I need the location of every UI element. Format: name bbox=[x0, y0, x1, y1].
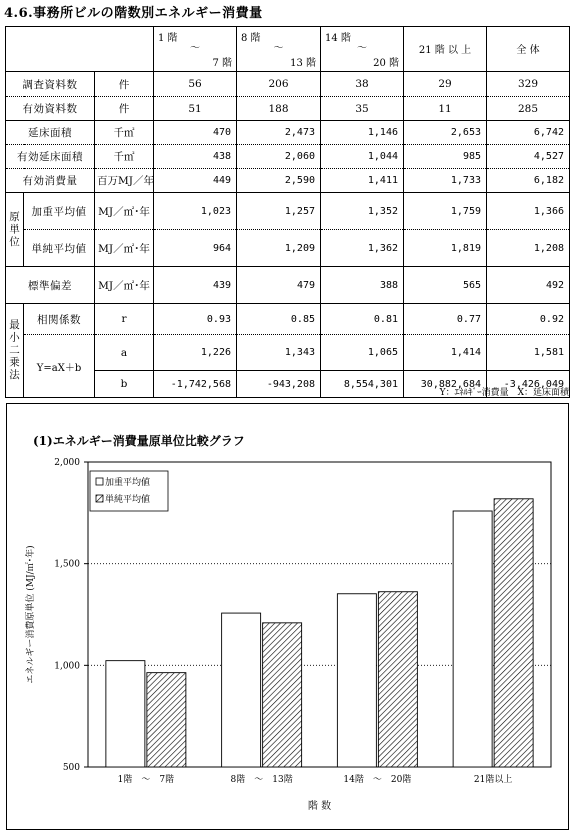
table-cell: 439 bbox=[154, 267, 237, 304]
legend-swatch bbox=[96, 495, 103, 502]
table-cell: 964 bbox=[154, 230, 237, 267]
table-cell: 1,257 bbox=[237, 193, 321, 230]
chart-title: (1)エネルギー消費量原単位比較グラフ bbox=[33, 434, 245, 448]
table-cell: 1,343 bbox=[237, 335, 321, 371]
legend-box bbox=[90, 471, 168, 511]
row-unit: a bbox=[95, 335, 154, 371]
bar bbox=[453, 511, 492, 767]
table-cell: 565 bbox=[404, 267, 487, 304]
table-cell: 285 bbox=[487, 97, 570, 121]
table-cell: 188 bbox=[237, 97, 321, 121]
row-unit: 件 bbox=[95, 97, 154, 121]
bar bbox=[263, 623, 302, 767]
table-cell: 985 bbox=[404, 145, 487, 169]
bar-chart bbox=[7, 404, 568, 829]
bar bbox=[337, 594, 376, 767]
table-cell: 2,060 bbox=[237, 145, 321, 169]
table-cell: 11 bbox=[404, 97, 487, 121]
table-cell: -943,208 bbox=[237, 371, 321, 398]
table-cell: 30,882,684 bbox=[404, 371, 487, 398]
table-cell: 1,023 bbox=[154, 193, 237, 230]
table-cell: 1,414 bbox=[404, 335, 487, 371]
col-header bbox=[237, 27, 321, 72]
row-unit: r bbox=[95, 304, 154, 335]
row-unit: MJ／㎡･年 bbox=[95, 267, 154, 304]
table-cell: 2,473 bbox=[237, 121, 321, 145]
legend-label: 単純平均値 bbox=[105, 495, 151, 505]
table-row bbox=[6, 304, 570, 335]
table-cell: 29 bbox=[404, 72, 487, 97]
table-cell: 1,208 bbox=[487, 230, 570, 267]
bar bbox=[494, 499, 533, 767]
table-cell: 1,733 bbox=[404, 169, 487, 193]
col-header bbox=[487, 27, 570, 72]
col-header-bottom: 7 階 bbox=[212, 58, 232, 69]
y-axis-title: エネルギー消費原単位 (MJ/㎡･年) bbox=[26, 545, 36, 684]
table-cell: 0.93 bbox=[154, 304, 237, 335]
col-header-mid: 全 体 bbox=[516, 45, 540, 56]
table-row bbox=[6, 335, 570, 371]
group-label-least-squares: 最小二乗法 bbox=[6, 304, 24, 398]
bar bbox=[378, 592, 417, 767]
table-cell: 38 bbox=[321, 72, 404, 97]
y-tick-label: 500 bbox=[62, 763, 80, 773]
table-cell: 1,226 bbox=[154, 335, 237, 371]
row-label: 相関係数 bbox=[24, 304, 95, 335]
col-header-mid: ～ bbox=[357, 43, 367, 54]
table-cell: 56 bbox=[154, 72, 237, 97]
col-header-top: 14 階 bbox=[325, 33, 351, 44]
energy-table bbox=[5, 26, 570, 398]
table-cell: 1,366 bbox=[487, 193, 570, 230]
table-cell: 1,209 bbox=[237, 230, 321, 267]
table-cell: 0.81 bbox=[321, 304, 404, 335]
y-tick-label: 1,500 bbox=[54, 559, 80, 570]
table-row bbox=[6, 267, 570, 304]
row-unit: MJ／㎡･年 bbox=[95, 193, 154, 230]
bar bbox=[106, 661, 145, 767]
row-unit: b bbox=[95, 371, 154, 398]
table-row bbox=[6, 97, 570, 121]
table-cell: 1,411 bbox=[321, 169, 404, 193]
table-cell: 35 bbox=[321, 97, 404, 121]
row-label: 加重平均値 bbox=[24, 193, 95, 230]
x-tick-label: 21階以上 bbox=[473, 775, 513, 785]
y-tick-label: 2,000 bbox=[54, 458, 80, 468]
table-cell: 0.85 bbox=[237, 304, 321, 335]
row-label: 有効資料数 bbox=[6, 97, 95, 121]
row-unit: 千㎡ bbox=[95, 145, 154, 169]
col-header-top: 8 階 bbox=[241, 33, 261, 44]
x-axis-title: 階 数 bbox=[307, 801, 332, 812]
table-cell: 1,759 bbox=[404, 193, 487, 230]
col-header bbox=[154, 27, 237, 72]
row-unit: 百万MJ／年 bbox=[95, 169, 154, 193]
table-cell: 470 bbox=[154, 121, 237, 145]
col-header bbox=[404, 27, 487, 72]
table-cell: 329 bbox=[487, 72, 570, 97]
page-title: 4.6.事務所ビルの階数別エネルギー消費量 bbox=[4, 6, 263, 21]
table-cell: 449 bbox=[154, 169, 237, 193]
y-tick-label: 1,000 bbox=[54, 661, 80, 672]
col-header-mid: 21 階 以 上 bbox=[418, 45, 472, 56]
table-footnote: Y：ｴﾈﾙｷﾞｰ消費量 X：延床面積 bbox=[439, 388, 569, 398]
table-cell: 2,590 bbox=[237, 169, 321, 193]
table-cell: 0.77 bbox=[404, 304, 487, 335]
col-header-bottom: 13 階 bbox=[290, 58, 316, 69]
group-label-unit: 原単位 bbox=[6, 193, 24, 267]
legend-label: 加重平均値 bbox=[105, 478, 151, 488]
header-row bbox=[6, 27, 570, 72]
bar bbox=[222, 613, 261, 767]
col-header bbox=[321, 27, 404, 72]
table-cell: 206 bbox=[237, 72, 321, 97]
col-header-mid: ～ bbox=[273, 43, 284, 54]
table-cell: 1,065 bbox=[321, 335, 404, 371]
table-cell: 388 bbox=[321, 267, 404, 304]
table-cell: 492 bbox=[487, 267, 570, 304]
table-cell: 479 bbox=[237, 267, 321, 304]
row-unit: 千㎡ bbox=[95, 121, 154, 145]
table-cell: 1,362 bbox=[321, 230, 404, 267]
header-corner bbox=[6, 27, 154, 72]
col-header-top: 1 階 bbox=[158, 33, 178, 44]
row-label: 単純平均値 bbox=[24, 230, 95, 267]
row-label: 有効延床面積 bbox=[6, 145, 95, 169]
row-unit: MJ／㎡･年 bbox=[95, 230, 154, 267]
row-label: 標準偏差 bbox=[6, 267, 95, 304]
table-cell: 1,146 bbox=[321, 121, 404, 145]
table-cell: 1,819 bbox=[404, 230, 487, 267]
table-row bbox=[6, 169, 570, 193]
table-cell: 2,653 bbox=[404, 121, 487, 145]
table-cell: 438 bbox=[154, 145, 237, 169]
formula-label: Y=aX＋b bbox=[24, 335, 95, 398]
table-cell: 1,352 bbox=[321, 193, 404, 230]
table-cell: -3,426,049 bbox=[487, 371, 570, 398]
col-header-bottom: 20 階 bbox=[373, 58, 399, 69]
table-row bbox=[6, 121, 570, 145]
table-row bbox=[6, 72, 570, 97]
x-tick-label: 14階 ～ 20階 bbox=[343, 775, 412, 785]
table-cell: 6,182 bbox=[487, 169, 570, 193]
col-header-mid: ～ bbox=[190, 43, 200, 54]
row-label: 有効消費量 bbox=[6, 169, 95, 193]
bar bbox=[147, 673, 186, 767]
table-cell: 51 bbox=[154, 97, 237, 121]
row-label: 調査資料数 bbox=[6, 72, 95, 97]
table-cell: -1,742,568 bbox=[154, 371, 237, 398]
table-row bbox=[6, 230, 570, 267]
table-row bbox=[6, 193, 570, 230]
table-cell: 1,581 bbox=[487, 335, 570, 371]
table-cell: 4,527 bbox=[487, 145, 570, 169]
row-unit: 件 bbox=[95, 72, 154, 97]
table-row bbox=[6, 145, 570, 169]
table-cell: 8,554,301 bbox=[321, 371, 404, 398]
table-cell: 6,742 bbox=[487, 121, 570, 145]
table-cell: 1,044 bbox=[321, 145, 404, 169]
x-tick-label: 1階 ～ 7階 bbox=[117, 775, 175, 785]
chart-panel bbox=[6, 403, 569, 830]
table-cell: 0.92 bbox=[487, 304, 570, 335]
legend-swatch bbox=[96, 478, 103, 485]
row-label: 延床面積 bbox=[6, 121, 95, 145]
x-tick-label: 8階 ～ 13階 bbox=[230, 775, 293, 785]
